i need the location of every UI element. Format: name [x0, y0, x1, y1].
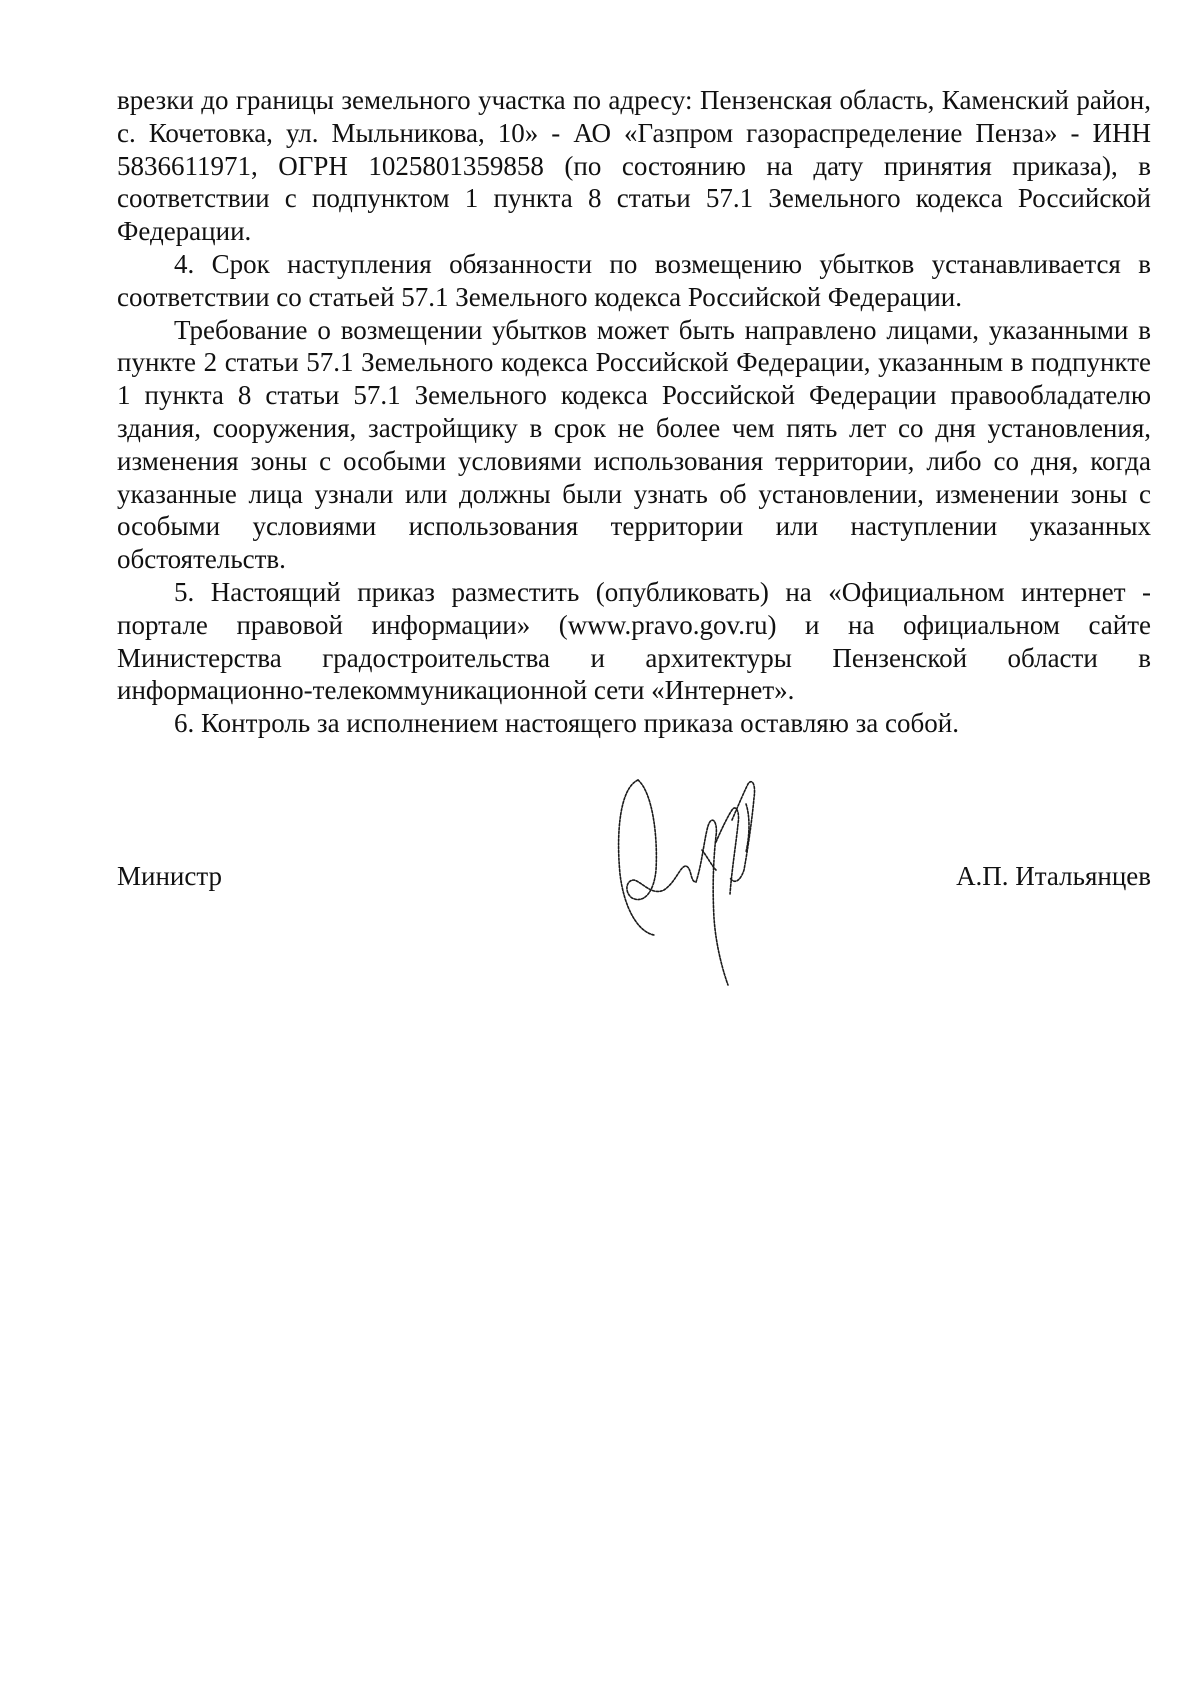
paragraph-item-5: 5. Настоящий приказ разместить (опубликовать) на «Официальном интернет - портале правовой информации» (www.pravo.gov.ru) и на официальном сайте Министерства градостроительства и архитектуры Пензенской области в информационно-телекоммуникационной сети «Интернет». [117, 576, 1151, 706]
paragraph-item-6: 6. Контроль за исполнением настоящего приказа оставляю за собой. [174, 708, 959, 739]
paragraph-damages-claim: Требование о возмещении убытков может быть направлено лицами, указанными в пункте 2 статьи 57.1 Земельного кодекса Российской Федерации, указанным в подпункте 1 пункта 8 статьи 57.1 Земельного кодекса Российской Федерации правообладателю здания, сооружения, застройщику в срок не более чем пять лет со дня установления, изменения зоны с особыми условиями использования территории, либо со дня, когда указанные лица узнали или должны были узнать об установлении, изменении зоны с особыми условиями использования территории или наступлении указанных обстоятельств. [117, 314, 1151, 575]
paragraph-continuation: врезки до границы земельного участка по адресу: Пензенская область, Каменский район, с. Кочетовка, ул. Мыльникова, 10» - АО «Газпром газораспределение Пенза» - ИНН 5836611971, ОГРН 1025801359858 (по состоянию на дату принятия приказа), в соответствии с подпунктом 1 пункта 8 статьи 57.1 Земельного кодекса Российской Федерации. [117, 85, 1151, 247]
signer-name: А.П. Итальянцев [956, 861, 1151, 891]
paragraph-item-4: 4. Срок наступления обязанности по возмещению убытков устанавливается в соответствии со статьей 57.1 Земельного кодекса Российской Федерации. [117, 248, 1151, 312]
handwritten-signature [614, 770, 814, 995]
signer-title: Министр [117, 861, 222, 891]
document-body [117, 84, 1151, 740]
